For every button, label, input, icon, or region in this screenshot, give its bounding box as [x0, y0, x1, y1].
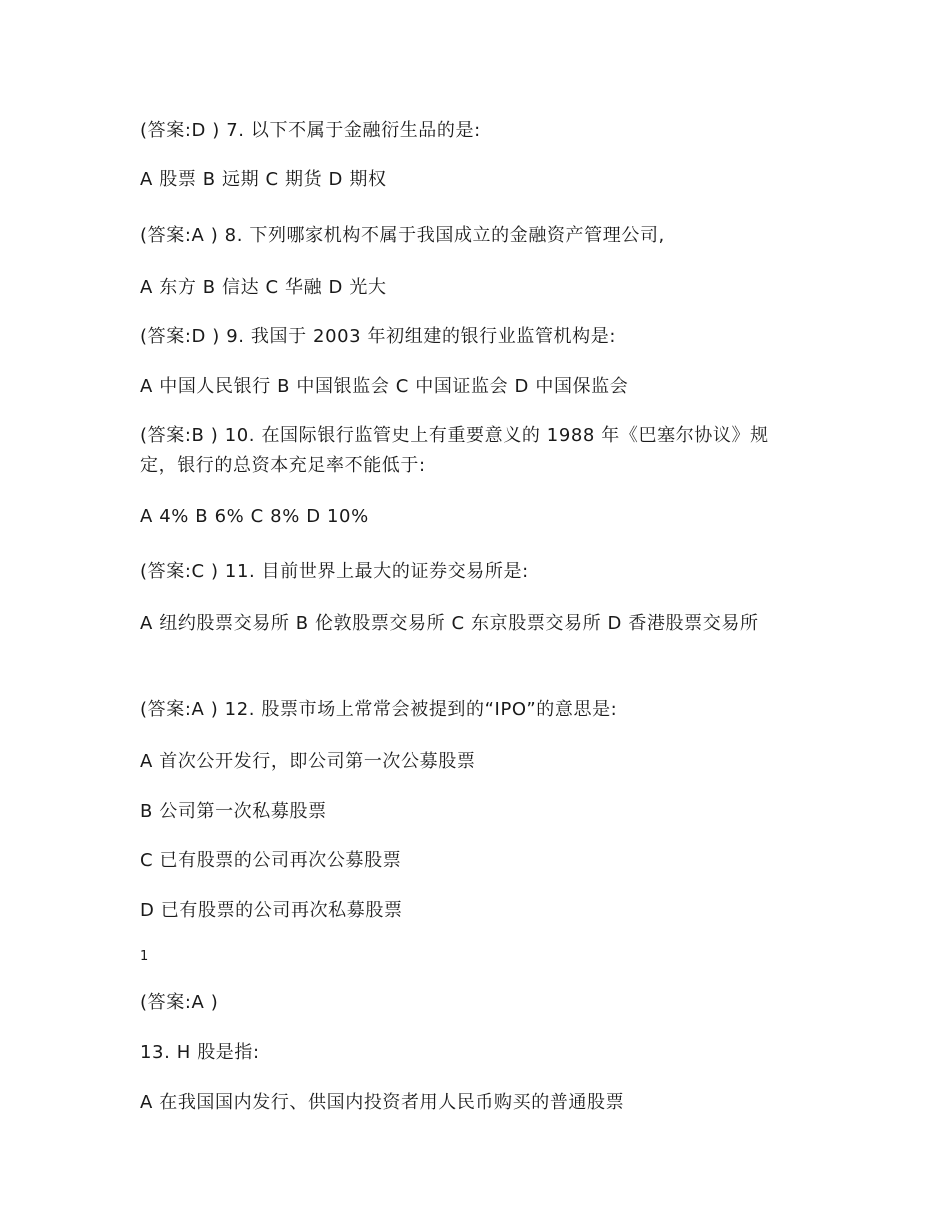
page-number: 1 [140, 949, 149, 964]
question-12-option-a: A 首次公开发行，即公司第一次公募股票 [140, 751, 476, 772]
question-12-option-c: C 已有股票的公司再次公募股票 [140, 850, 402, 871]
question-8-answer-stem: (答案:A ) 8. 下列哪家机构不属于我国成立的金融资产管理公司, [140, 225, 665, 246]
question-10-answer-stem: (答案:B ) 10. 在国际银行监管史上有重要意义的 1988 年《巴塞尔协议》规定，银行的总资本充足率不能低于: [140, 425, 769, 476]
question-7-answer-stem: (答案:D ) 7. 以下不属于金融衍生品的是: [140, 120, 481, 141]
question-8-options: A 东方 B 信达 C 华融 D 光大 [140, 277, 387, 298]
question-12-option-d: D 已有股票的公司再次私募股票 [140, 900, 403, 921]
question-12-answer-stem: (答案:A ) 12. 股票市场上常常会被提到的“IPO”的意思是: [140, 699, 618, 720]
question-13-option-a: A 在我国国内发行、供国内投资者用人民币购买的普通股票 [140, 1092, 625, 1113]
question-11-answer-stem: (答案:C ) 11. 目前世界上最大的证券交易所是: [140, 561, 529, 582]
question-12-option-b: B 公司第一次私募股票 [140, 801, 327, 822]
question-13-answer: (答案:A ) [140, 992, 219, 1013]
question-9-options: A 中国人民银行 B 中国银监会 C 中国证监会 D 中国保监会 [140, 376, 629, 397]
question-7-options: A 股票 B 远期 C 期货 D 期权 [140, 169, 387, 190]
question-10-options: A 4% B 6% C 8% D 10% [140, 506, 369, 527]
question-13-stem: 13. H 股是指: [140, 1042, 260, 1063]
question-9-answer-stem: (答案:D ) 9. 我国于 2003 年初组建的银行业监管机构是: [140, 326, 617, 347]
question-11-options: A 纽约股票交易所 B 伦敦股票交易所 C 东京股票交易所 D 香港股票交易所 [140, 613, 759, 634]
